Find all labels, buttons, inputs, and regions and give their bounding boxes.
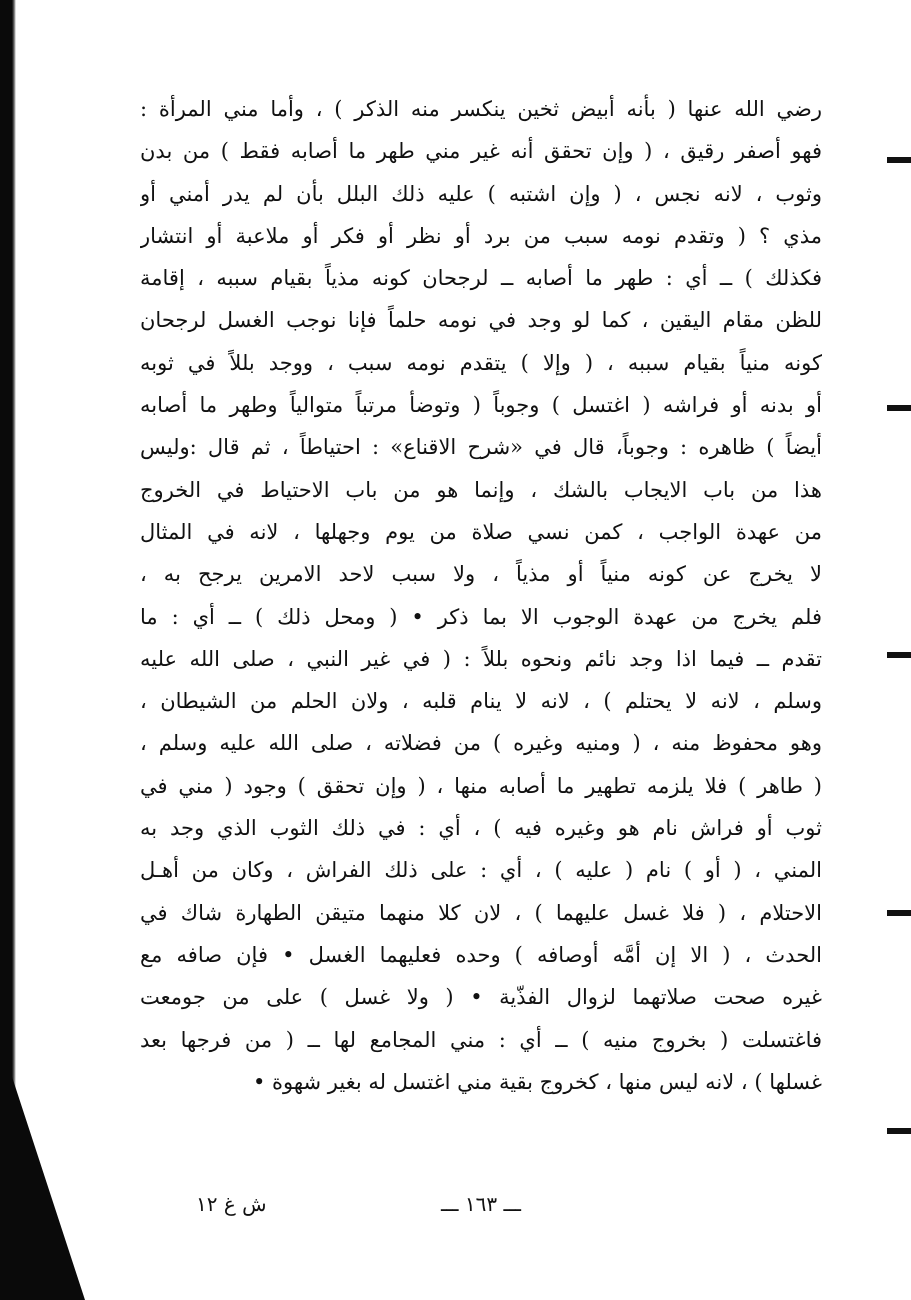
text-line: فلم يخرج من عهدة الوجوب الا بما ذكر • ( ومحل ذلك ) ــ أي : ما — [140, 604, 822, 629]
page-body-text — [140, 88, 822, 1103]
text-line: الحدث ، ( الا إن أمَّه أوصافه ) وحده فعليهما الغسل • فإن صافه مع — [140, 942, 822, 967]
margin-mark — [887, 1128, 911, 1134]
text-line: أو بدنه أو فراشه ( اغتسل ) وجوباً ( وتوضأ مرتباً متوالياً وطهر ما أصابه — [140, 393, 822, 418]
text-line: غسلها ) ، لانه ليس منها ، كخروج بقية مني اغتسل له بغير شهوة • — [252, 1069, 822, 1094]
text-line: أيضاً ) ظاهره : وجوباً، قال في «شرح الاقناع» : احتياطاً ، ثم قال :وليس — [140, 435, 822, 460]
text-line: الاحتلام ، ( فلا غسل عليهما ) ، لان كلا منهما متيقن الطهارة شاك في — [140, 900, 822, 925]
text-line: ثوب أو فراش نام هو وغيره فيه ) ، أي : في ذلك الثوب الذي وجد به — [140, 816, 822, 841]
text-line: فاغتسلت ( بخروج منيه ) ــ أي : مني المجامع لها ــ ( من فرجها بعد — [140, 1027, 822, 1052]
text-line: وسلم ، لانه لا يحتلم ) ، لانه لا ينام قلبه ، ولان الحلم من الشيطان ، — [140, 689, 822, 714]
text-line: مذي ؟ ( وتقدم نومه سبب من برد أو نظر أو فكر أو ملاعبة أو انتشار — [140, 223, 822, 248]
text-line: فكذلك ) ــ أي : طهر ما أصابه ــ لرجحان كونه مذياً بقيام سببه ، إقامة — [140, 266, 822, 291]
margin-mark — [887, 157, 911, 163]
text-line: تقدم ــ فيما اذا وجد نائم ونحوه بللاً : ( في غير النبي ، صلى الله عليه — [140, 646, 822, 671]
scan-corner-shadow — [0, 1040, 85, 1300]
text-line: لا يخرج عن كونه منياً أو مذياً ، ولا سبب لاحد الامرين يرجح به ، — [140, 562, 822, 587]
text-line: هذا من باب الايجاب بالشك ، وإنما هو من باب الاحتياط في الخروج — [140, 477, 822, 502]
text-line: من عهدة الواجب ، كمن نسي صلاة من يوم وجهلها ، لانه في المثال — [140, 519, 822, 544]
text-line: فهو أصفر رقيق ، ( وإن تحقق أنه غير مني طهر ما أصابه فقط ) من بدن — [140, 139, 822, 164]
text-line: المني ، ( أو ) نام ( عليه ) ، أي : على ذلك الفراش ، وكان من أهـل — [140, 858, 822, 883]
text-line: رضي الله عنها ( بأنه أبيض ثخين ينكسر منه الذكر ) ، وأما مني المرأة : — [140, 97, 822, 121]
page-footer — [140, 1186, 822, 1222]
page-number: ـــ ١٦٣ ـــ — [440, 1192, 522, 1216]
text-line: ( طاهر ) فلا يلزمه تطهير ما أصابه منها ، ( وإن تحقق ) وجود ( مني في — [140, 773, 822, 798]
signature-mark: ش غ ١٢ — [196, 1192, 267, 1216]
text-line: كونه منياً بقيام سببه ، ( وإلا ) يتقدم نومه سبب ، ووجد بللاً في ثوبه — [140, 350, 822, 375]
margin-mark — [887, 405, 911, 411]
margin-mark — [887, 910, 911, 916]
text-line: وهو محفوظ منه ، ( ومنيه وغيره ) من فضلاته ، صلى الله عليه وسلم ، — [140, 731, 822, 756]
text-line: وثوب ، لانه نجس ، ( وإن اشتبه ) عليه ذلك البلل بأن لم يدر أمني أو — [140, 181, 822, 206]
text-line: للظن مقام اليقين ، كما لو وجد في نومه حلماً فإنا نوجب الغسل لرجحان — [140, 308, 822, 333]
margin-mark — [887, 652, 911, 658]
text-line: غيره صحت صلاتهما لزوال الفذّية • ( ولا غسل ) على من جومعت — [140, 985, 822, 1010]
